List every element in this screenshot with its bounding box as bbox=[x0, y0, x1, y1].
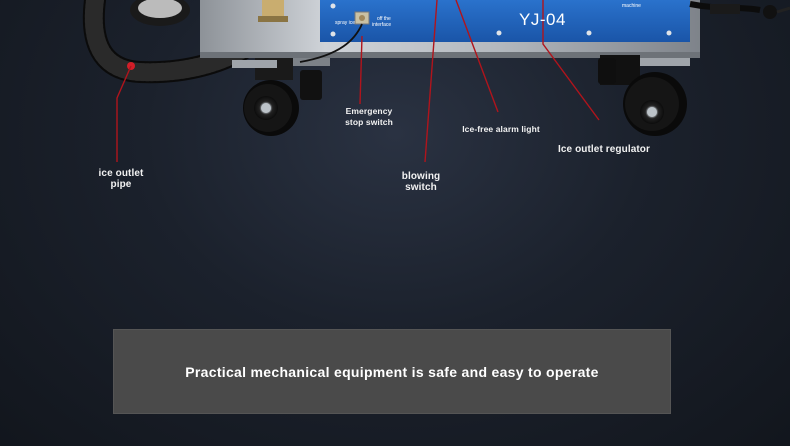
callout-ice-outlet-pipe bbox=[91, 168, 151, 190]
slogan-banner bbox=[113, 329, 671, 414]
panel-label-off-interface-1: off the bbox=[377, 16, 391, 22]
callout-blowing-switch bbox=[391, 171, 451, 193]
callout-ice-free-alarm-light: Ice-free alarm light bbox=[462, 124, 540, 134]
slogan-text: Practical mechanical equipment is safe and easy to operate bbox=[185, 363, 599, 380]
callout-ice-outlet-regulator: Ice outlet regulator bbox=[557, 144, 650, 155]
panel-label-spray-ice: spray ice bbox=[335, 20, 356, 26]
callout-emergency-stop-line1: Emergency bbox=[345, 106, 393, 116]
callout-ice-outlet-pipe-line1: ice outlet bbox=[98, 168, 144, 179]
callout-emergency-stop bbox=[336, 106, 402, 128]
callout-blowing-switch-line1: blowing bbox=[401, 171, 441, 182]
panel-label-machine: machine bbox=[622, 3, 641, 9]
power-cable bbox=[690, 4, 790, 19]
callout-ice-outlet-pipe-line2: pipe bbox=[110, 179, 132, 190]
caster-wheel-left bbox=[232, 58, 322, 136]
caster-wheel-right bbox=[598, 55, 690, 136]
callout-blowing-switch-line2: switch bbox=[405, 182, 437, 193]
model-number: YJ-04 bbox=[519, 10, 566, 29]
callout-emergency-stop-line2: stop switch bbox=[345, 117, 393, 127]
panel-label-off-interface-2: interface bbox=[372, 22, 392, 28]
